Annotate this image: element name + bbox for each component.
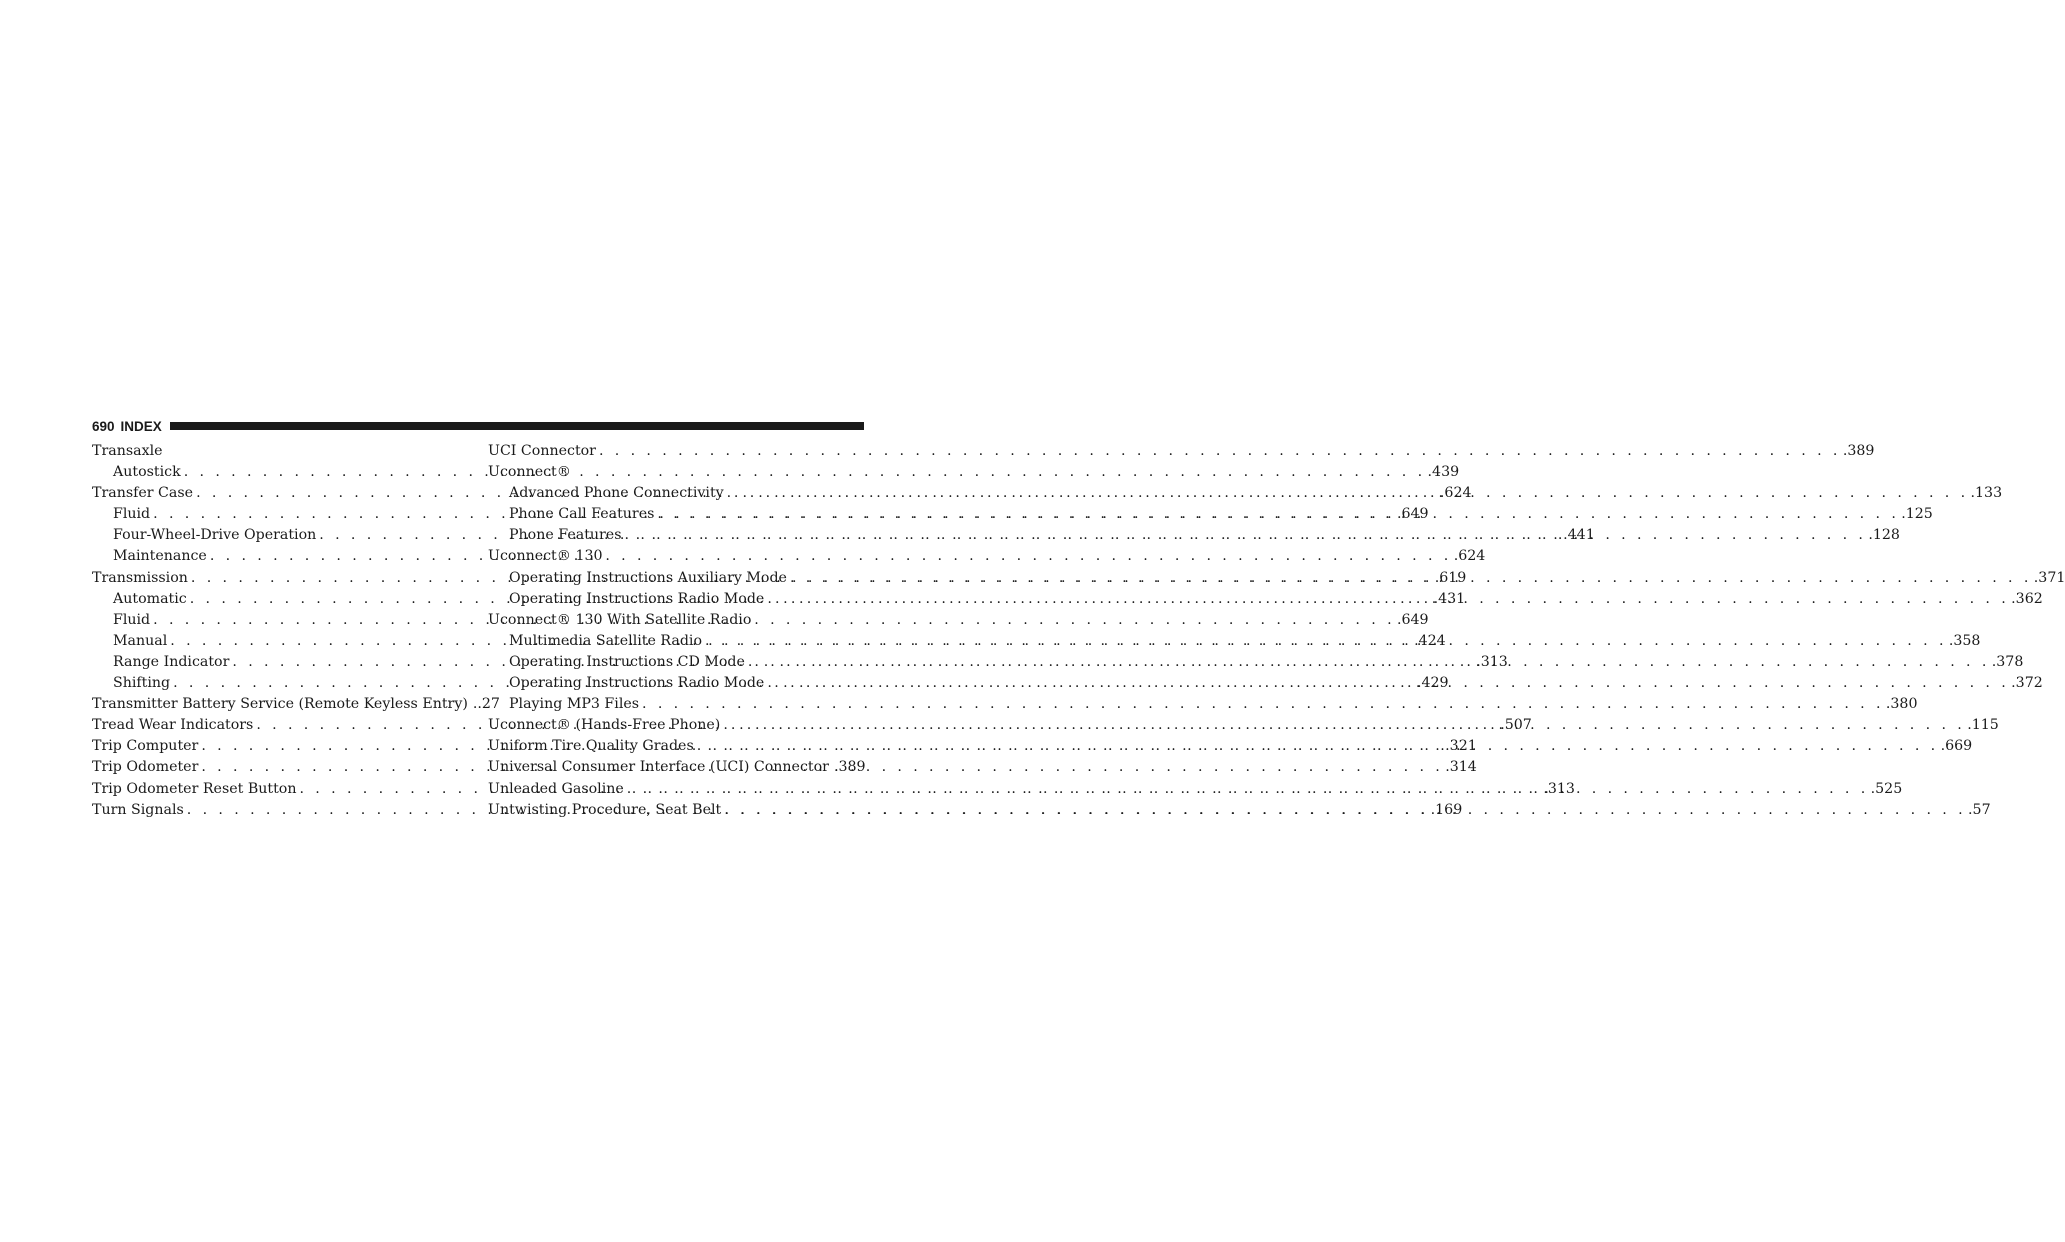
entry-text: Fluid — [113, 611, 151, 628]
index-entry — [488, 441, 1875, 462]
entry-text: Universal Consumer Interface (UCI) Connector — [488, 759, 829, 776]
page-ref: .380 — [1885, 696, 1918, 713]
entry-text: Multimedia Satellite Radio — [509, 632, 703, 649]
header-rule — [170, 422, 864, 430]
entry-text: Phone Features — [509, 527, 622, 544]
page-ref: .507 — [1500, 717, 1532, 734]
entry-text: Automatic — [113, 590, 187, 607]
entry-text: Untwisting Procedure, Seat Belt — [488, 801, 722, 818]
entry-text: Uniform Tire Quality Grades — [488, 738, 694, 755]
page-ref: .441 — [1563, 527, 1595, 544]
dot-leader — [724, 800, 1966, 821]
entry-text: Uconnect® — [488, 464, 571, 481]
dot-leader — [599, 441, 1841, 462]
entry-text: Transmitter Battery Service (Remote Keyless Entry) — [92, 696, 468, 713]
entry-text: Fluid — [113, 506, 151, 523]
entry-text: Maintenance — [113, 548, 207, 565]
page-ref: .313 — [1543, 780, 1575, 797]
page-ref: .669 — [1940, 738, 1973, 755]
entry-text: Manual — [113, 632, 168, 649]
dot-leader — [697, 736, 1939, 757]
dot-leader — [627, 779, 1869, 800]
entry-text: Phone Call Features — [509, 506, 655, 523]
page-ref: .389 — [833, 759, 866, 776]
page-ref: .649 — [1396, 506, 1429, 523]
page-ref: .313 — [1476, 653, 1508, 670]
page-ref: ..27 — [472, 696, 500, 713]
entry-text: Playing MP3 Files — [509, 696, 640, 713]
dot-leader — [642, 694, 1884, 715]
page-ref: .314 — [1445, 759, 1477, 776]
page-ref: .128 — [1868, 527, 1900, 544]
entry-text: Operating Instructions Auxiliary Mode — [509, 569, 787, 586]
page-ref: .439 — [1427, 464, 1460, 481]
index-entry — [488, 462, 864, 483]
page-ref: .371 — [2033, 569, 2065, 586]
page-ref: .358 — [1948, 632, 1981, 649]
entry-text: Trip Odometer Reset Button — [92, 780, 297, 797]
page-ref: .378 — [1991, 653, 2024, 670]
page-ref: .362 — [2011, 590, 2043, 607]
dot-leader — [748, 652, 1990, 673]
page-ref: .431 — [1433, 590, 1466, 607]
dot-leader — [767, 673, 2009, 694]
entry-text: Shifting — [113, 675, 171, 692]
index-entry — [488, 757, 864, 778]
dot-leader — [625, 525, 1867, 546]
index-entry — [92, 694, 500, 715]
entry-text: Operating Instructions Radio Mode — [509, 675, 765, 692]
page-ref: .321 — [1445, 738, 1477, 755]
dot-leader — [767, 589, 2009, 610]
entry-text: Operating Instructions CD Mode — [509, 653, 745, 670]
page-ref: .389 — [1842, 443, 1875, 459]
page-ref: .424 — [1414, 632, 1446, 649]
entry-text: Transaxle — [92, 443, 163, 459]
index-entry — [488, 546, 864, 567]
entry-text: Advanced Phone Connectivity — [509, 485, 724, 502]
entry-text: Trip Computer — [92, 738, 199, 755]
page-ref: .169 — [1430, 801, 1463, 818]
page-ref: .57 — [1968, 801, 1991, 818]
entry-text: Four-Wheel-Drive Operation — [113, 527, 317, 544]
page-ref: .372 — [2011, 675, 2043, 692]
entry-text: Uconnect® (Hands-Free Phone) — [488, 717, 721, 734]
dot-leader — [723, 715, 1965, 736]
index-subentry — [488, 694, 1918, 715]
page-ref: .525 — [1870, 780, 1903, 797]
page-ref: .624 — [1439, 485, 1472, 502]
page-ref: .624 — [1453, 548, 1486, 565]
dot-leader — [727, 483, 1969, 504]
entry-text: Tread Wear Indicators — [92, 717, 254, 734]
entry-text: UCI Connector — [488, 443, 596, 459]
dot-leader — [657, 504, 1899, 525]
page-ref: .133 — [1970, 485, 2003, 502]
dot-leader — [790, 568, 2032, 589]
entry-text: Transfer Case — [92, 485, 194, 502]
page-ref: .649 — [1396, 611, 1429, 628]
entry-text: Turn Signals — [92, 801, 184, 818]
section-title: INDEX — [120, 418, 162, 434]
entry-text: Transmission — [92, 569, 188, 586]
entry-text: Uconnect® 130 — [488, 548, 603, 565]
entry-text: Unleaded Gasoline — [488, 780, 624, 797]
page-ref: .115 — [1967, 717, 1999, 734]
entry-text: Operating Instructions Radio Mode — [509, 590, 765, 607]
index-entry — [488, 610, 864, 631]
entry-text: Trip Odometer — [92, 759, 199, 776]
entry-text: Autostick — [113, 464, 181, 481]
entry-text: Uconnect® 130 With Satellite Radio — [488, 611, 752, 628]
page-header — [92, 416, 864, 436]
index-entry — [92, 441, 444, 462]
page-number: 690 — [92, 418, 115, 434]
page-ref: .125 — [1901, 506, 1933, 523]
page-ref: .619 — [1434, 569, 1467, 586]
dot-leader — [705, 631, 1947, 652]
page-ref: .429 — [1416, 675, 1449, 692]
entry-text: Range Indicator — [113, 653, 230, 670]
